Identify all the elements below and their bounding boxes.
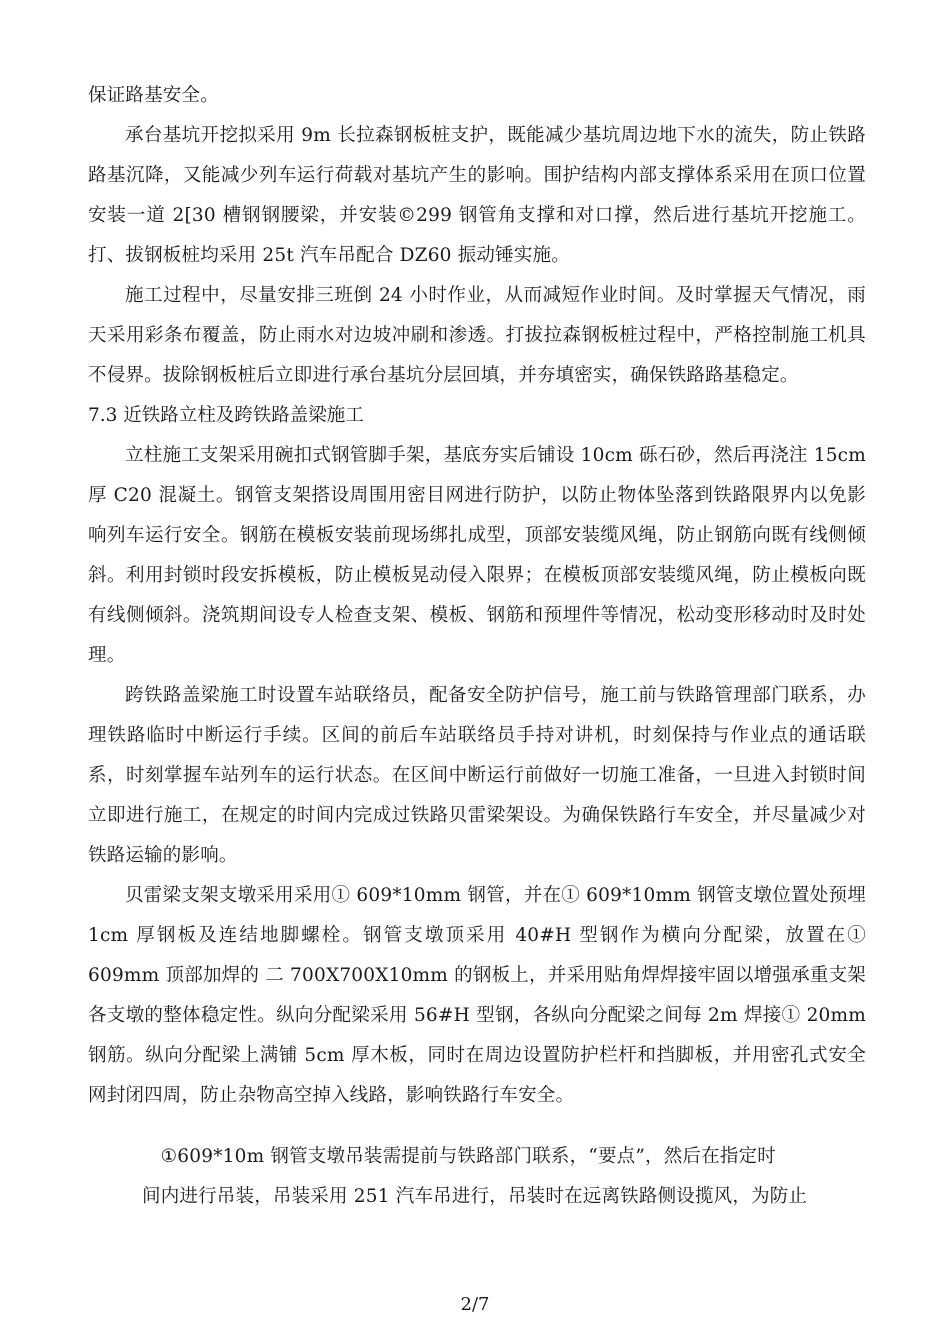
paragraph-cofferdam-excavation: 承台基坑开挖拟采用 9m 长拉森钢板桩支护，既能减少基坑周边地下水的流失，防止铁路路基沉降，又能减少列车运行荷载对基坑产生的影响。围护结构内部支撑体系采用在顶口位置安装一道 2[30 槽钢钢腰梁，并安装©299 钢管角支撑和对口撑，然后进行基坑开挖施工。打、拔钢板桩均采用 25t 汽车吊配合 DZ60 振动锤实施。	[88, 125, 866, 266]
page-number: 2/7	[460, 1294, 490, 1315]
paragraph-pier-hoisting-line1: ①609*10m 钢管支墩吊装需提前与铁路部门联系，“要点”，然后在指定时	[160, 1146, 776, 1167]
paragraph-cap-beam-construction: 跨铁路盖梁施工时设置车站联络员，配备安全防护信号，施工前与铁路管理部门联系，办理铁路临时中断运行手续。区间的前后车站联络员手持对讲机，时刻保持与作业点的通话联系，时刻掌握车站列车的运行状态。在区间中断运行前做好一切施工准备，一旦进入封锁时间立即进行施工，在规定的时间内完成过铁路贝雷梁架设。为确保铁路行车安全，并尽量减少对铁路运输的影响。	[88, 685, 866, 866]
document-body	[88, 76, 866, 1116]
document-body-tail	[142, 1137, 872, 1217]
paragraph-continuation: 保证路基安全。	[88, 85, 219, 106]
paragraph-bailey-beam-support: 贝雷梁支架支墩采用采用① 609*10mm 钢管，并在① 609*10mm 钢管支墩位置处预埋 1cm 厚钢板及连结地脚螺栓。钢管支墩顶采用 40#H 型钢作为横向分配梁，放置在① 609mm 顶部加焊的 二 700X700X10mm 的钢板上，并采用贴角焊焊接牢固以增强承重支架各支墩的整体稳定性。纵向分配梁采用 56#H 型钢，各纵向分配梁之间每 2m 焊接① 20mm 钢筋。纵向分配梁上满铺 5cm 厚木板，同时在周边设置防护栏杆和挡脚板，并用密孔式安全网封闭四周，防止杂物高空掉入线路，影响铁路行车安全。	[88, 885, 866, 1106]
section-heading: 7.3 近铁路立柱及跨铁路盖梁施工	[88, 405, 364, 426]
paragraph-pier-hoisting-line2: 间内进行吊装，吊装采用 251 汽车吊进行，吊装时在远离铁路侧设揽风，为防止	[142, 1186, 808, 1207]
paragraph-column-construction: 立柱施工支架采用碗扣式钢管脚手架，基底夯实后铺设 10cm 砾石砂，然后再浇注 15cm 厚 C20 混凝土。钢管支架搭设周围用密目网进行防护，以防止物体坠落到铁路限界内以免影响列车运行安全。钢筋在模板安装前现场绑扎成型，顶部安装缆风绳，防止钢筋向既有线侧倾斜。利用封锁时段安拆模板，防止模板晃动侵入限界；在模板顶部安装缆风绳，防止模板向既有线侧倾斜。浇筑期间设专人检查支架、模板、钢筋和预埋件等情况，松动变形移动时及时处理。	[88, 445, 866, 666]
paragraph-construction-process: 施工过程中，尽量安排三班倒 24 小时作业，从而减短作业时间。及时掌握天气情况，雨天采用彩条布覆盖，防止雨水对边坡冲刷和渗透。打拔拉森钢板桩过程中，严格控制施工机具不侵界。拔除钢板桩后立即进行承台基坑分层回填，并夯填密实，确保铁路路基稳定。	[88, 285, 866, 386]
